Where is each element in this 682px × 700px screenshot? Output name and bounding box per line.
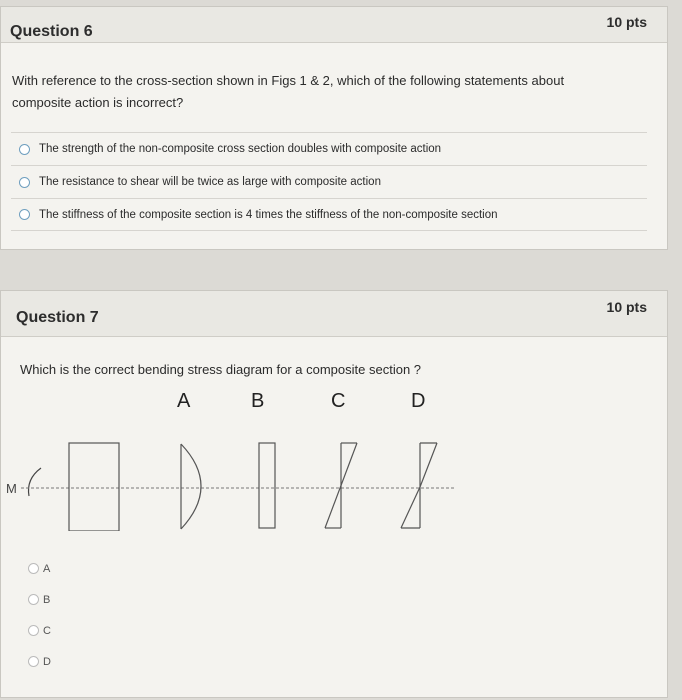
question-6-points: 10 pts	[606, 14, 647, 30]
q7-option-d[interactable]	[28, 646, 647, 677]
diagram-d-upper-diagonal	[420, 443, 437, 487]
composite-section-rectangle	[69, 443, 119, 531]
question-7-points: 10 pts	[606, 299, 647, 315]
q7-option-c[interactable]	[28, 615, 647, 646]
question-7-card	[0, 290, 668, 698]
question-7-title: Question 7	[16, 309, 99, 326]
bending-stress-figure	[1, 371, 471, 531]
q7-option-c-label: C	[43, 624, 51, 637]
q6-option-3-label: The stiffness of the composite section is 4 times the stiffness of the non-composite section	[39, 208, 498, 221]
q7-option-b[interactable]	[28, 584, 647, 615]
figure-letter-d: D	[411, 390, 426, 412]
q7-option-a-label: A	[43, 562, 51, 575]
moment-label: M	[6, 481, 17, 496]
question-6-card	[0, 6, 668, 250]
question-7-header	[1, 291, 667, 337]
radio-button[interactable]	[19, 177, 30, 188]
question-6-answers	[11, 132, 647, 231]
question-6-text: With reference to the cross-section shown in Figs 1 & 2, which of the following statements about composite action is incorrect?	[12, 73, 565, 110]
question-6-title: Question 6	[10, 23, 93, 40]
diagram-a-curve	[181, 444, 201, 529]
moment-arrow	[29, 468, 42, 496]
diagram-b-rectangle	[259, 443, 275, 528]
radio-button[interactable]	[28, 656, 39, 667]
q7-option-a[interactable]	[28, 553, 647, 584]
q6-option-3[interactable]	[11, 198, 647, 231]
figure-letter-b: B	[251, 390, 265, 412]
q6-option-2[interactable]	[11, 165, 647, 198]
question-6-header	[1, 7, 667, 43]
question-7-answers	[28, 553, 647, 677]
radio-button[interactable]	[19, 144, 30, 155]
q6-option-2-label: The resistance to shear will be twice as large with composite action	[39, 176, 381, 188]
radio-button[interactable]	[28, 594, 39, 605]
figure-letter-a: A	[177, 390, 191, 412]
diagram-d-lower-diagonal	[401, 487, 420, 528]
radio-button[interactable]	[19, 209, 30, 220]
radio-button[interactable]	[28, 563, 39, 574]
q7-option-d-label: D	[43, 655, 51, 668]
q6-option-1-label: The strength of the non-composite cross section doubles with composite action	[39, 143, 442, 155]
question-7-text: Which is the correct bending stress diagram for a composite section ?	[20, 362, 422, 377]
figure-letter-c: C	[331, 390, 346, 412]
q6-option-1[interactable]	[11, 132, 647, 165]
q7-option-b-label: B	[43, 593, 51, 606]
radio-button[interactable]	[28, 625, 39, 636]
